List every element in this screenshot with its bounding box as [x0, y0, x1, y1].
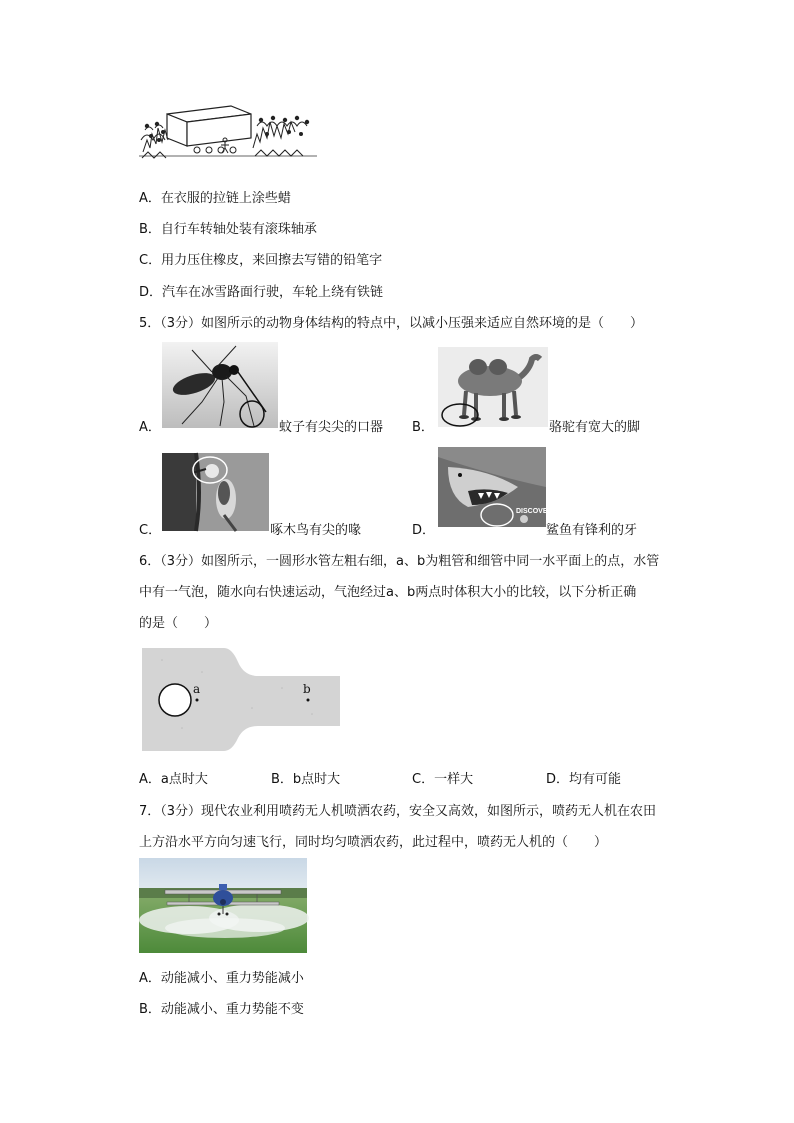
- q7-option-a: A．动能减小、重力势能减小: [139, 971, 304, 986]
- q5-option-c-letter: C．: [139, 523, 162, 538]
- q7-option-b: B．动能减小、重力势能不变: [139, 1002, 304, 1017]
- q5-option-b-caption: 骆驼有宽大的脚: [549, 420, 641, 435]
- q4-option-c: C．用力压住橡皮，来回擦去写错的铅笔字: [139, 253, 383, 268]
- q6-stem-line-1: 6．（3分）如图所示，一圆形水管左粗右细，a、b为粗管和细管中同一水平面上的点，水管: [139, 554, 660, 569]
- q7-stem-line-2: 上方沿水平方向匀速飞行，同时均匀喷洒农药，此过程中，喷药无人机的（ ）: [139, 835, 608, 850]
- q6-stem-line-3: 的是（ ）: [139, 616, 218, 631]
- q6-stem-line-2: 中有一气泡，随水向右快速运动，气泡经过a、b两点时体积大小的比较，以下分析正确: [139, 585, 637, 600]
- mosquito-photo: [162, 342, 278, 428]
- spraying-aircraft-photo: [139, 858, 307, 953]
- shark-watermark: DISCOVERY: [516, 508, 557, 515]
- water-pipe-figure: [142, 648, 340, 751]
- point-b-label: b: [303, 682, 311, 696]
- shark-photo: [438, 447, 557, 527]
- q5-option-a-caption: 蚊子有尖尖的口器: [279, 420, 384, 435]
- q5-option-b-letter: B．: [412, 420, 434, 435]
- woodpecker-photo: [162, 453, 269, 531]
- q5-stem: 5．（3分）如图所示的动物身体结构的特点中，以减小压强来适应自然环境的是（ ）: [139, 316, 644, 331]
- q4-option-b: B．自行车转轴处装有滚珠轴承: [139, 222, 317, 237]
- q4-option-d: D．汽车在冰雪路面行驶，车轮上绕有铁链: [139, 285, 384, 300]
- q6-option-d: D．均有可能: [546, 772, 622, 787]
- q5-option-c-caption: 啄木鸟有尖的喙: [270, 523, 362, 538]
- camel-photo: [438, 347, 548, 427]
- q6-option-a: A．a点时大: [139, 772, 208, 787]
- point-a-label: a: [193, 682, 201, 696]
- q5-option-d-letter: D．: [412, 523, 436, 538]
- q4-option-a: A．在衣服的拉链上涂些蜡: [139, 191, 291, 206]
- box-pushing-figure: [139, 100, 317, 164]
- q7-stem-line-1: 7．（3分）现代农业利用喷药无人机喷洒农药，安全又高效，如图所示，喷药无人机在农田: [139, 804, 657, 819]
- q6-option-b: B．b点时大: [271, 772, 341, 787]
- q5-option-d-caption: 鲨鱼有锋利的牙: [546, 523, 638, 538]
- q6-option-c: C．一样大: [412, 772, 474, 787]
- q5-option-a-letter: A．: [139, 420, 161, 435]
